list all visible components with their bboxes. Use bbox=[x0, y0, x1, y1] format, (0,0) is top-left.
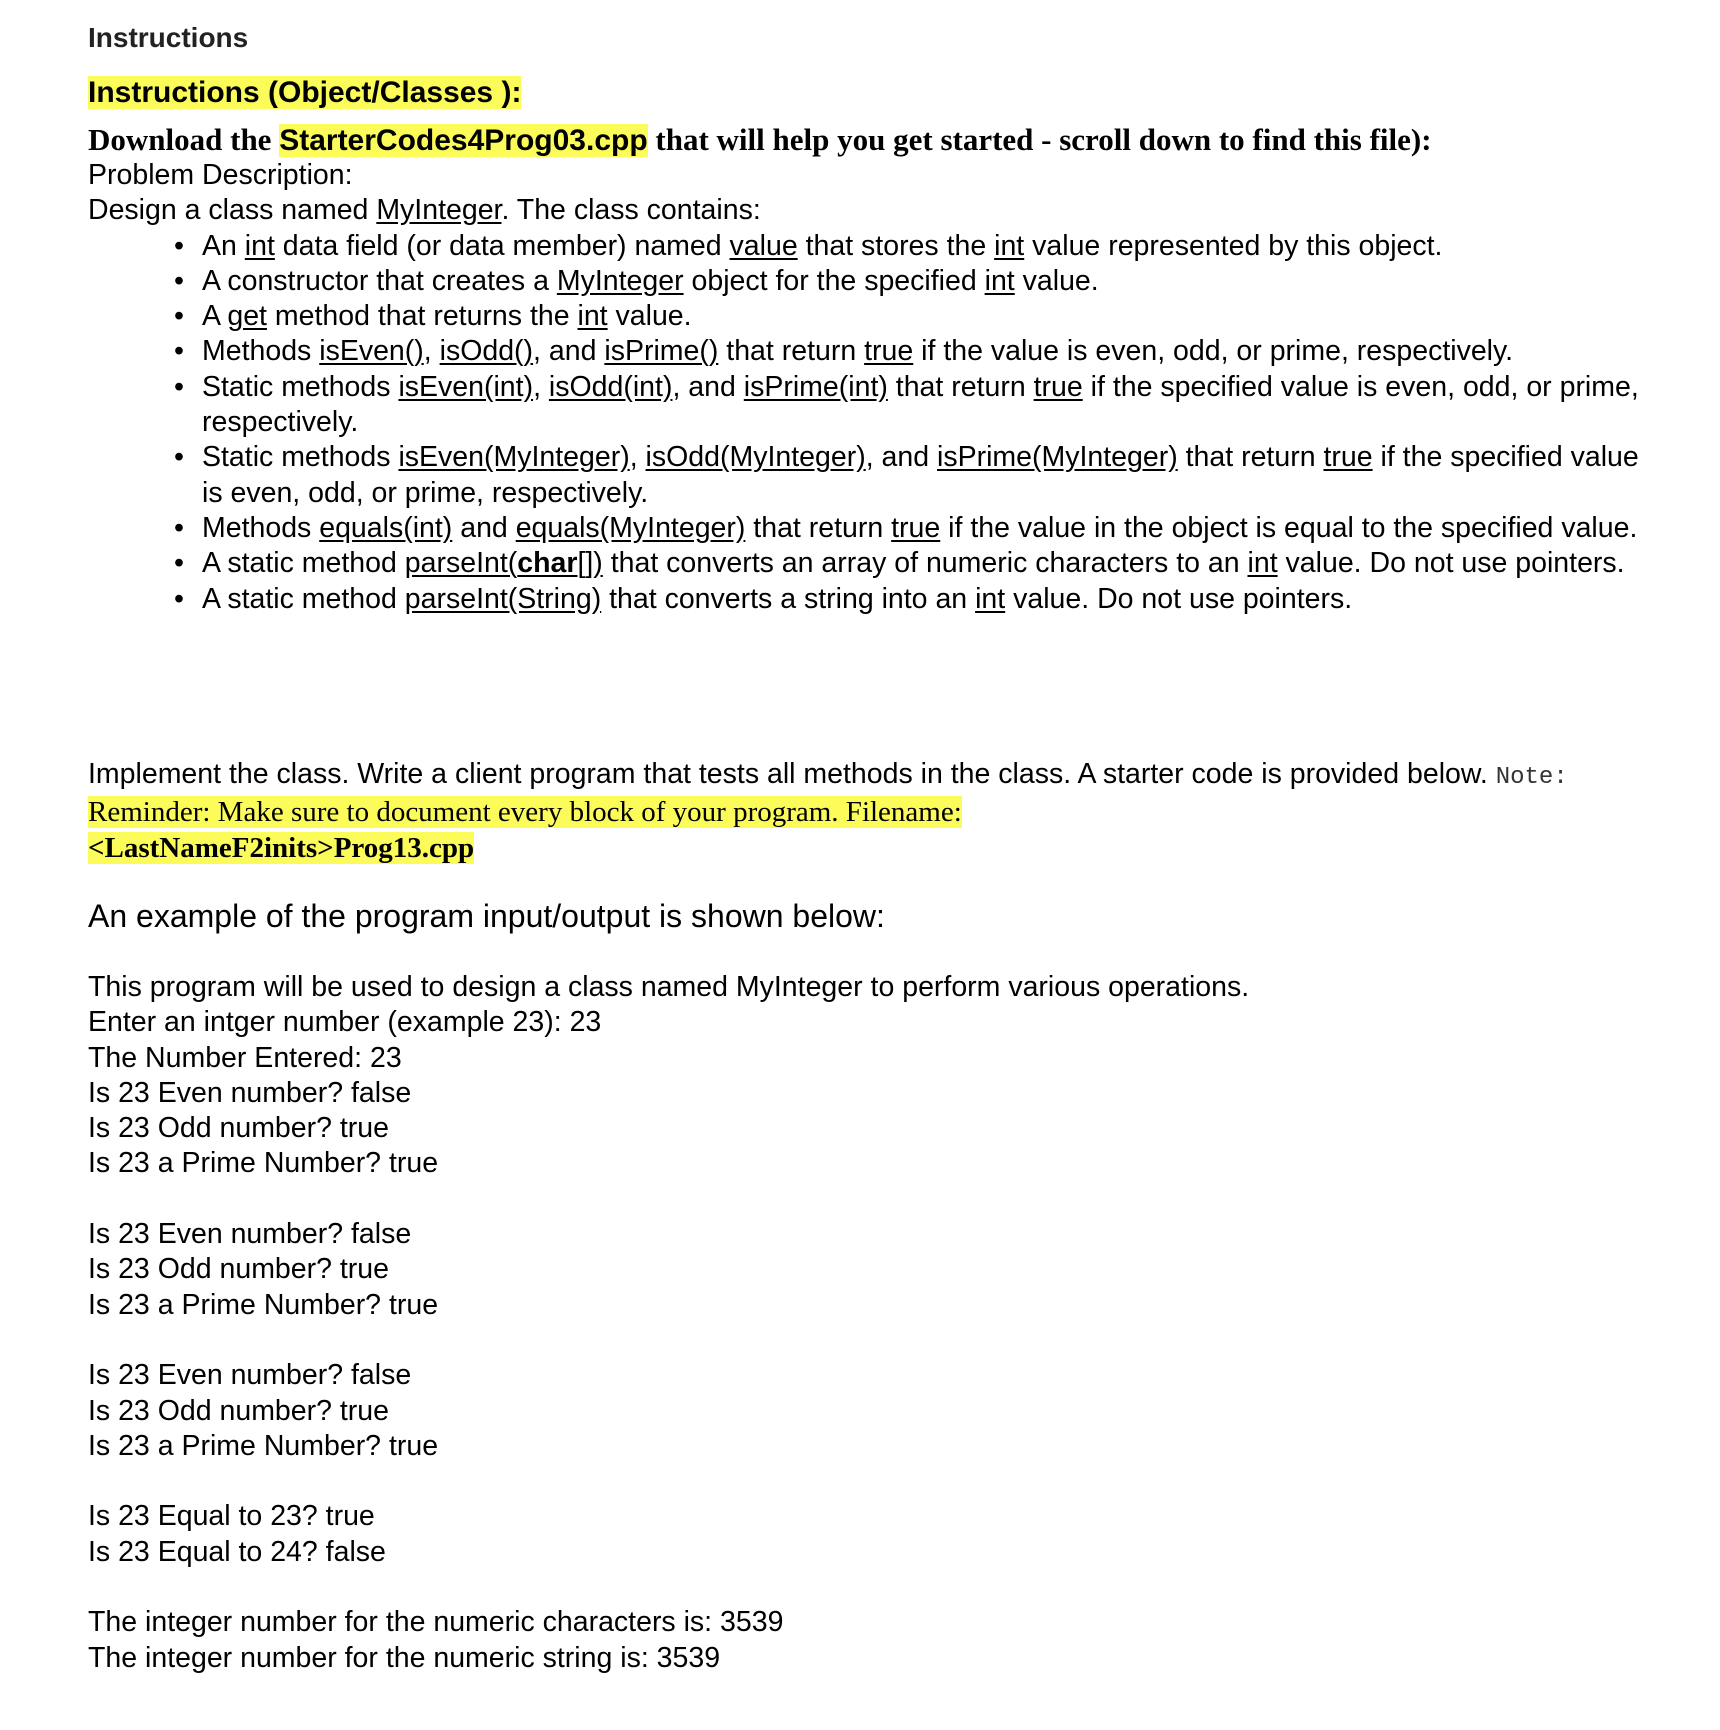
page-title bbox=[88, 76, 521, 110]
filename-text: <LastNameF2inits>Prog13.cpp bbox=[88, 831, 475, 864]
output-line: Is 23 Odd number? true bbox=[88, 1112, 390, 1145]
output-line: Enter an intger number (example 23): 23 bbox=[88, 1006, 602, 1039]
list-item: • Static methods isEven(MyInteger), isOdd(MyInteger), and isPrime(MyInteger) that return true if the specified value is even, odd, or prime, respectively. bbox=[202, 440, 1648, 511]
output-line: The integer number for the numeric characters is: 3539 bbox=[88, 1606, 784, 1639]
blank-line bbox=[88, 1570, 1249, 1605]
design-suffix: . The class contains: bbox=[501, 194, 761, 227]
output-line: Is 23 Odd number? true bbox=[88, 1253, 390, 1286]
starter-file-name: StarterCodes4Prog03.cpp bbox=[279, 124, 648, 157]
output-line: Is 23 Odd number? true bbox=[88, 1394, 390, 1427]
output-line: Is 23 Even number? false bbox=[88, 1359, 412, 1392]
output-line: Is 23 a Prime Number? true bbox=[88, 1288, 439, 1321]
output-line: The integer number for the numeric string is: 3539 bbox=[88, 1641, 721, 1674]
output-line: Is 23 Even number? false bbox=[88, 1076, 412, 1109]
list-item: • Methods equals(int) and equals(MyInteger) that return true if the value in the object is equal to the specified value. bbox=[202, 511, 1648, 546]
requirements-list bbox=[88, 229, 1648, 617]
list-item: • A static method parseInt(String) that converts a string into an int value. Do not use pointers. bbox=[202, 582, 1648, 617]
problem-label: Problem Description: bbox=[88, 159, 353, 191]
class-name: MyInteger bbox=[376, 194, 502, 227]
list-item: • A static method parseInt(char[]) that converts an array of numeric characters to an int value. Do not use pointers. bbox=[202, 546, 1648, 581]
output-line: Is 23 a Prime Number? true bbox=[88, 1429, 439, 1462]
output-line: Is 23 Equal to 23? true bbox=[88, 1500, 375, 1533]
download-suffix: that will help you get started - scroll down to find this file): bbox=[647, 122, 1432, 157]
problem-description bbox=[88, 158, 1648, 617]
design-prefix: Design a class named bbox=[88, 194, 377, 227]
blank-line bbox=[88, 1182, 1249, 1217]
implement-paragraph bbox=[88, 757, 1648, 866]
example-heading: An example of the program input/output is shown below: bbox=[88, 898, 885, 934]
output-line: Is 23 Equal to 24? false bbox=[88, 1535, 386, 1568]
note-label: Note: bbox=[1495, 764, 1568, 791]
list-item: • A constructor that creates a MyInteger object for the specified int value. bbox=[202, 264, 1648, 299]
reminder-text: Reminder: Make sure to document every block of your program. Filename: bbox=[88, 796, 962, 829]
implement-text: Implement the class. Write a client program that tests all methods in the class. A starter code is provided below. bbox=[88, 758, 1496, 790]
output-line: Is 23 a Prime Number? true bbox=[88, 1147, 439, 1180]
list-item: • Methods isEven(), isOdd(), and isPrime() that return true if the value is even, odd, or prime, respectively. bbox=[202, 334, 1648, 369]
list-item: • Static methods isEven(int), isOdd(int), and isPrime(int) that return true if the specified value is even, odd, or prime, respectively. bbox=[202, 370, 1648, 441]
sample-output bbox=[88, 970, 1249, 1676]
output-line: The Number Entered: 23 bbox=[88, 1041, 402, 1074]
section-header: Instructions bbox=[88, 22, 249, 53]
design-statement bbox=[88, 193, 1648, 228]
output-line: Is 23 Even number? false bbox=[88, 1218, 412, 1251]
download-instruction bbox=[88, 122, 1432, 158]
blank-line bbox=[88, 1464, 1249, 1499]
output-line: This program will be used to design a class named MyInteger to perform various operations. bbox=[88, 971, 1250, 1003]
download-prefix: Download the bbox=[88, 122, 280, 157]
blank-line bbox=[88, 1323, 1249, 1358]
list-item: • An int data field (or data member) named value that stores the int value represented by this object. bbox=[202, 229, 1648, 264]
title-highlight: Instructions (Object/Classes ): bbox=[88, 76, 522, 109]
list-item: • A get method that returns the int value. bbox=[202, 299, 1648, 334]
